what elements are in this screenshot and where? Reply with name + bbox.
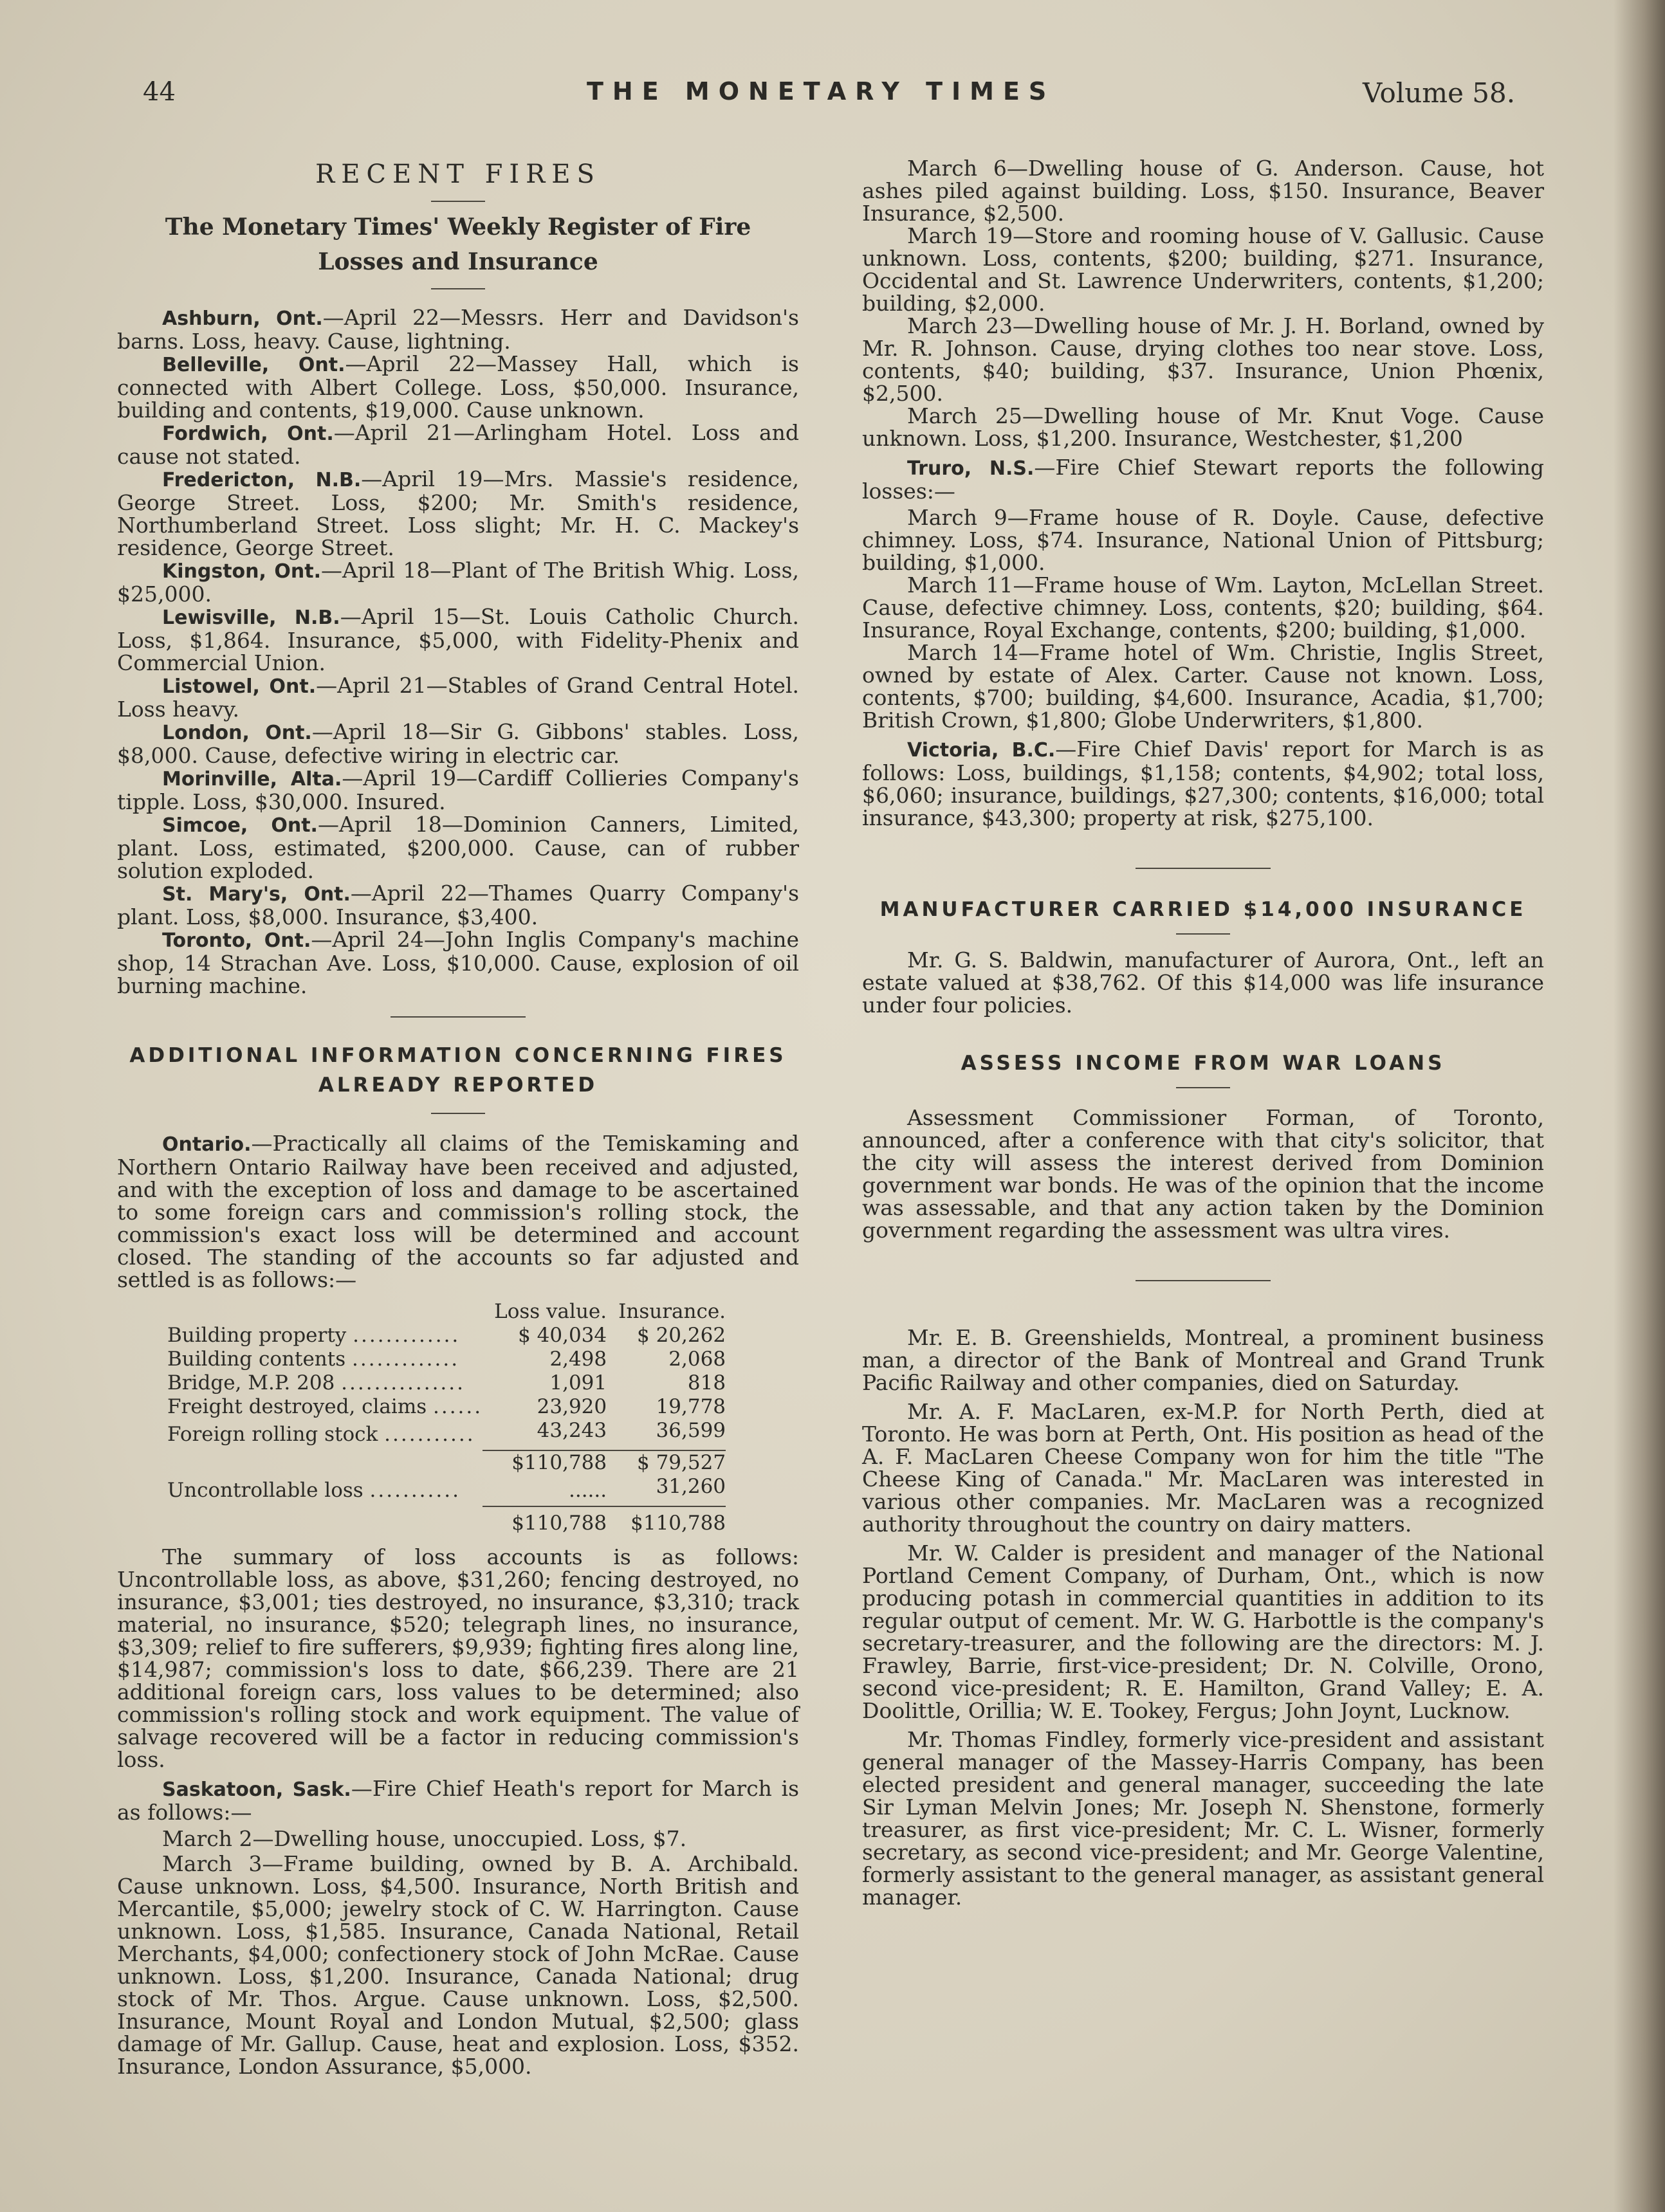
right-column (862, 154, 1544, 1908)
saskatoon-item: March 3—Frame building, owned by B. A. Archibald. Cause unknown. Loss, $4,500. Insurance, North British and Mercantile, $5,000; jewelry stock of C. W. Harrington. Cause unknown. Loss, $1,585. Insurance, Canada National, Retail Merchants, $4,000; confectionery stock of John McRae. Cause unknown. Loss, $1,200. Insurance, Canada National; drug stock of Mr. Thos. Argue. Cause unknown. Loss, $2,500. Insurance, Mount Royal and London Mutual, $2,500; glass damage of Mr. Gallup. Cause, heat and explosion. Loss, $352. Insurance, London Assurance, $5,000. (117, 1851, 799, 2079)
manufacturer-title: MANUFACTURER CARRIED $14,000 INSURANCE (879, 898, 1527, 921)
ontario-accounts-table (167, 1300, 726, 1535)
manufacturer-paragraph: Mr. G. S. Baldwin, manufacturer of Aurora, Ont., left an estate valued at $38,762. Of this $14,000 was life insurance under four policies. (862, 947, 1544, 1018)
truro-item: March 9—Frame house of R. Doyle. Cause, defective chimney. Loss, $74. Insurance, National Union of Pittsburg; building, $1,000. (862, 505, 1544, 575)
saskatoon-continued (862, 157, 1544, 450)
fire-entry: Listowel, Ont.—April 21—Stables of Grand Central Hotel. Loss heavy. (117, 673, 799, 722)
truro-paragraph: Truro, N.S.—Fire Chief Stewart reports the following losses:— (862, 455, 1544, 504)
section-divider (1136, 1280, 1271, 1281)
fire-entry: Fredericton, N.B.—April 19—Mrs. Massie's residence, George Street. Loss, $200; Mr. Smith's residence, Northumberland Street. Loss slight; Mr. H. C. Mackey's residence, George Street. (117, 466, 799, 560)
truro-item: March 11—Frame house of Wm. Layton, McLellan Street. Cause, defective chimney. Loss, contents, $20; building, $64. Insurance, Royal Exchange, contents, $200; building, $1,000. (862, 572, 1544, 643)
truro-item: March 14—Frame hotel of Wm. Christie, Inglis Street, owned by estate of Alex. Carter. Cause not known. Loss, contents, $700; building, $4,600. Insurance, Acadia, $1,700; British Crown, $1,800; Globe Underwriters, $1,800. (862, 640, 1544, 733)
binding-shadow (1614, 0, 1665, 2212)
saskatoon-item: March 6—Dwelling house of G. Anderson. Cause, hot ashes piled against building. Loss, $150. Insurance, Beaver Insurance, $2,500. (862, 156, 1544, 226)
personal-paragraph: Mr. Thomas Findley, formerly vice-president and assistant general manager of the Massey-Harris Company, has been elected president and general manager, succeeding the late Sir Lyman Melvin Jones; Mr. Joseph N. Shenstone, formerly treasurer, as first vice-president; Mr. C. L. Wisner, formerly secretary, as second vice-president; and Mr. George Valentine, formerly assistant to the general manager, as assistant general manager. (862, 1727, 1544, 1910)
page-number: 44 (143, 77, 176, 107)
recent-fires-title: RECENT FIRES (315, 160, 601, 189)
table-row: Freight destroyed, claims ...... 23,920 19,778 (167, 1395, 726, 1418)
table-row: Bridge, M.P. 208 ............... 1,091 818 (167, 1371, 726, 1394)
saskatoon-item: March 25—Dwelling house of Mr. Knut Voge. Cause unknown. Loss, $1,200. Insurance, Westchester, $1,200 (862, 403, 1544, 451)
publication-title: THE MONETARY TIMES (587, 77, 1056, 105)
column-header: Loss value. (494, 1300, 607, 1323)
section-divider (1136, 868, 1271, 869)
table-row: Building property ............. $ 40,034 $ 20,262 (167, 1324, 726, 1347)
divider (1176, 1087, 1230, 1088)
victoria-paragraph: Victoria, B.C.—Fire Chief Davis' report for March is as follows: Loss, buildings, $1,158; contents, $4,902; total loss, $6,060; insurance, buildings, $27,300; contents, $16,000; total insurance, $43,300; property at risk, $275,100. (862, 736, 1544, 830)
divider (431, 1113, 485, 1114)
fire-entry: Kingston, Ont.—April 18—Plant of The British Whig. Loss, $25,000. (117, 558, 799, 607)
column-header: Insurance. (618, 1300, 726, 1323)
saskatoon-item: March 2—Dwelling house, unoccupied. Loss, $7. (162, 1826, 687, 1851)
table-row: Foreign rolling stock ........... 43,243 36,599 (167, 1419, 726, 1446)
personal-paragraph: Mr. E. B. Greenshields, Montreal, a prominent business man, a director of the Bank of Montreal and Grand Trunk Pacific Railway and other companies, died on Saturday. (862, 1325, 1544, 1395)
fire-entry: Morinville, Alta.—April 19—Cardiff Collieries Company's tipple. Loss, $30,000. Insured. (117, 765, 799, 814)
saskatoon-item: March 23—Dwelling house of Mr. J. H. Borland, owned by Mr. R. Johnson. Cause, drying clothes too near stove. Loss, contents, $40; building, $37. Insurance, Union Phœnix, $2,500. (862, 313, 1544, 406)
fire-entry: Belleville, Ont.—April 22—Massey Hall, which is connected with Albert College. Loss, $50,000. Insurance, building and contents, $19,000. Cause unknown. (117, 351, 799, 423)
fire-entry: Lewisville, N.B.—April 15—St. Louis Catholic Church. Loss, $1,864. Insurance, $5,000, with Fidelity-Phenix and Commercial Union. (117, 604, 799, 675)
table-row: Building contents ............. 2,498 2,068 (167, 1348, 726, 1371)
fire-entry: Simcoe, Ont.—April 18—Dominion Canners, Limited, plant. Loss, estimated, $200,000. Cause, can of rubber solution exploded. (117, 812, 800, 883)
divider (1176, 933, 1230, 935)
divider (431, 288, 485, 289)
fire-entry: London, Ont.—April 18—Sir G. Gibbons' stables. Loss, $8,000. Cause, defective wiring in electric car. (117, 719, 800, 768)
war-loans-paragraph: Assessment Commissioner Forman, of Toronto, announced, after a conference with that city's solicitor, that the city will assess the interest derived from Dominion government war bonds. He was of the opinion that the income was assessable, and that any action taken by the Dominion government regarding the assessment was ultra vires. (862, 1105, 1544, 1243)
saskatoon-paragraph: Saskatoon, Sask.—Fire Chief Heath's report for March is as follows:— (117, 1776, 799, 1825)
table-row: Uncontrollable loss ........... ...... 31,260 (167, 1475, 726, 1502)
additional-info-title: ADDITIONAL INFORMATION CONCERNING FIRES ALREADY REPORTED (129, 1044, 787, 1097)
fire-entry: Fordwich, Ont.—April 21—Arlingham Hotel. Loss and cause not stated. (117, 420, 799, 469)
left-column (117, 154, 799, 2078)
divider (431, 201, 485, 202)
recent-fires-subtitle: The Monetary Times' Weekly Register of Fire Losses and Insurance (165, 214, 751, 275)
volume-label: Volume 58. (1363, 77, 1516, 109)
saskatoon-item: March 19—Store and rooming house of V. Gallusic. Cause unknown. Loss, contents, $200; building, $271. Insurance, Occidental and St. Lawrence Underwriters, contents, $1,200; building, $2,000. (862, 223, 1544, 316)
personal-paragraph: Mr. W. Calder is president and manager of the National Portland Cement Company, of Durham, Ont., which is now producing potash in commercial quantities in addition to its regular output of cement. Mr. W. G. Harbottle is the company's secretary-treasurer, and the following are the directors: M. J. Frawley, Barrie, first-vice-president; Dr. N. Colville, Orono, second vice-president; R. E. Hamilton, Grand Valley; E. A. Doolittle, Orillia; W. E. Tookey, Fergus; John Joynt, Lucknow. (862, 1540, 1544, 1723)
fire-entries-list (117, 306, 799, 997)
table-row: $110,788 $ 79,527 (167, 1450, 726, 1475)
section-divider (391, 1016, 526, 1018)
war-loans-title: ASSESS INCOME FROM WAR LOANS (961, 1052, 1446, 1075)
fire-entry: Ashburn, Ont.—April 22—Messrs. Herr and Davidson's barns. Loss, heavy. Cause, lightning. (117, 305, 799, 354)
table-header-row (167, 1300, 726, 1324)
summary-paragraph: The summary of loss accounts is as follows: Uncontrollable loss, as above, $31,260; fencing destroyed, no insurance, $3,001; ties destroyed, no insurance, $3,310; track material, no insurance, $520; telegraph lines, no insurance, $3,309; relief to fire sufferers, $9,939; fighting fires along line, $14,987; commission's loss to date, $66,239. There are 21 additional foreign cars, loss values to be determined; also commission's rolling stock and work equipment. The value of salvage recovered will be a factor in reducing commission's loss. (117, 1544, 799, 1772)
fire-entry: St. Mary's, Ont.—April 22—Thames Quarry Company's plant. Loss, $8,000. Insurance, $3,400. (117, 881, 800, 929)
ontario-paragraph: Ontario.—Practically all claims of the Temiskaming and Northern Ontario Railway have been received and adjusted, and with the exception of loss and damage to be ascertained to some foreign cars and commission's rolling stock, the commission's exact loss will be determined and account closed. The standing of the accounts so far adjusted and settled is as follows:— (117, 1131, 799, 1292)
table-total-row: $110,788 $110,788 (167, 1506, 726, 1535)
fire-entry: Toronto, Ont.—April 24—John Inglis Company's machine shop, 14 Strachan Ave. Loss, $10,000. Cause, explosion of oil burning machine. (117, 927, 800, 998)
personal-paragraph: Mr. A. F. MacLaren, ex-M.P. for North Perth, died at Toronto. He was born at Perth, Ont. His position as head of the A. F. MacLaren Cheese Company won for him the title "The Cheese King of Canada." Mr. MacLaren was interested in various other companies. Mr. MacLaren was a recognized authority throughout the country on dairy matters. (862, 1399, 1544, 1537)
